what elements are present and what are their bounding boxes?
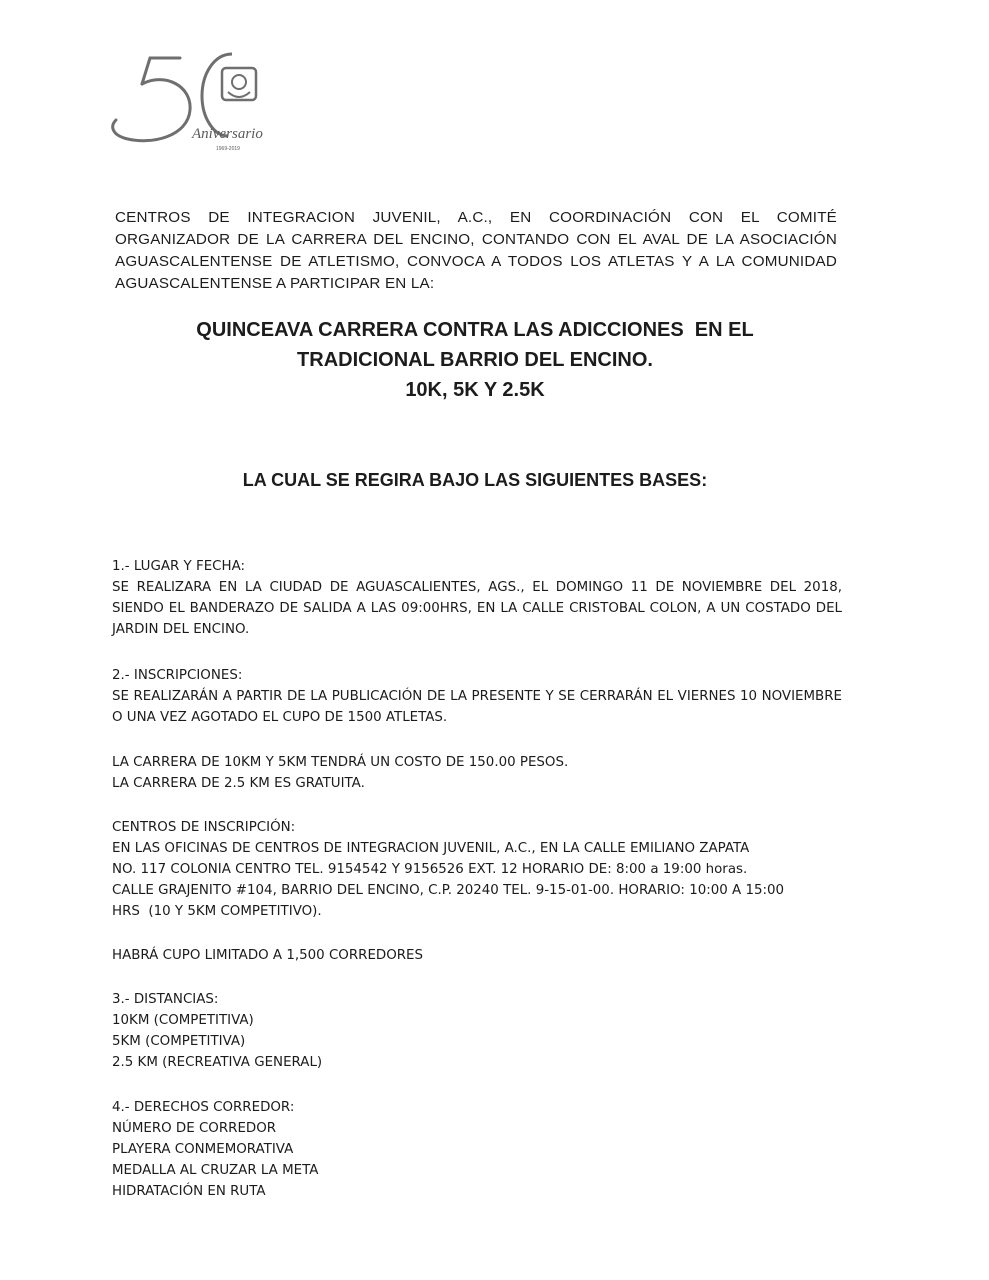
event-title-line-1: QUINCEAVA CARRERA CONTRA LAS ADICCIONES EN EL: [196, 319, 754, 341]
section-limit: [112, 945, 842, 966]
section-derechos: [112, 1097, 842, 1202]
section-4-heading: 4.- DERECHOS CORREDOR:: [112, 1100, 295, 1115]
bases-heading: LA CUAL SE REGIRA BAJO LAS SIGUIENTES BASES:: [242, 470, 708, 490]
intro-paragraph: CENTROS DE INTEGRACION JUVENIL, A.C., EN COORDINACIÓN CON EL COMITÉ ORGANIZADOR DE LA CARRERA DEL ENCINO, CONTANDO CON EL AVAL DE LA ASOCIACIÓN AGUASCALENTENSE DE ATLETISMO, CONVOCA A TODOS LOS ATLETAS Y A LA COMUNIDAD AGUASCALENTENSE A PARTICIPAR EN LA:: [115, 209, 837, 292]
section-2-heading: 2.- INSCRIPCIONES:: [112, 668, 243, 683]
event-title-line-2: TRADICIONAL BARRIO DEL ENCINO.: [297, 349, 653, 371]
right-item: HIDRATACIÓN EN RUTA: [112, 1184, 266, 1199]
center-2-line-a: CALLE GRAJENITO #104, BARRIO DEL ENCINO, C.P. 20240 TEL. 9-15-01-00. HORARIO: 10:00 A 15:00: [112, 883, 785, 898]
distance-item: 2.5 KM (RECREATIVA GENERAL): [112, 1055, 323, 1070]
section-inscripciones: [112, 665, 842, 728]
section-3-heading: 3.- DISTANCIAS:: [112, 992, 219, 1007]
section-1-heading: 1.- LUGAR Y FECHA:: [112, 559, 246, 574]
logo-numeral-0: [202, 54, 232, 136]
cost-line-2: LA CARRERA DE 2.5 KM ES GRATUITA.: [112, 776, 365, 791]
distance-item: 10KM (COMPETITIVA): [112, 1013, 254, 1028]
right-item: MEDALLA AL CRUZAR LA META: [112, 1163, 319, 1178]
event-title: [120, 315, 830, 405]
right-item: PLAYERA CONMEMORATIVA: [112, 1142, 294, 1157]
right-item: NÚMERO DE CORREDOR: [112, 1121, 277, 1136]
anniversary-logo: [110, 40, 290, 155]
center-2-line-b: HRS (10 Y 5KM COMPETITIVO).: [112, 904, 322, 919]
section-1-body: SE REALIZARA EN LA CIUDAD DE AGUASCALIENTES, AGS., EL DOMINGO 11 DE NOVIEMBRE DEL 2018, SIENDO EL BANDERAZO DE SALIDA A LAS 09:00HRS, EN LA CALLE CRISTOBAL COLON, A UN COSTADO DEL JARDIN DEL ENCINO.: [112, 580, 842, 637]
logo-numeral-5: [113, 58, 190, 141]
section-centers: [112, 817, 842, 922]
section-distancias: [112, 989, 842, 1073]
section-costs: [112, 752, 842, 794]
event-title-line-3: 10K, 5K Y 2.5K: [405, 379, 545, 401]
distance-item: 5KM (COMPETITIVA): [112, 1034, 246, 1049]
center-1-line-a: EN LAS OFICINAS DE CENTROS DE INTEGRACION JUVENIL, A.C., EN LA CALLE EMILIANO ZAPATA: [112, 841, 750, 856]
logo-years: 1969-2019: [216, 146, 240, 152]
cost-line-1: LA CARRERA DE 10KM Y 5KM TENDRÁ UN COSTO DE 150.00 PESOS.: [112, 755, 569, 770]
logo-label: Aniversario: [192, 126, 263, 142]
logo-emblem: [222, 68, 256, 100]
limit-text: HABRÁ CUPO LIMITADO A 1,500 CORREDORES: [112, 948, 424, 963]
section-lugar-fecha: [112, 556, 842, 640]
center-1-line-b: NO. 117 COLONIA CENTRO TEL. 9154542 Y 9156526 EXT. 12 HORARIO DE: 8:00 a 19:00 horas.: [112, 862, 748, 877]
centers-heading: CENTROS DE INSCRIPCIÓN:: [112, 820, 296, 835]
section-2-body: SE REALIZARÁN A PARTIR DE LA PUBLICACIÓN DE LA PRESENTE Y SE CERRARÁN EL VIERNES 10 NOVIEMBRE O UNA VEZ AGOTADO EL CUPO DE 1500 ATLETAS.: [112, 689, 842, 725]
